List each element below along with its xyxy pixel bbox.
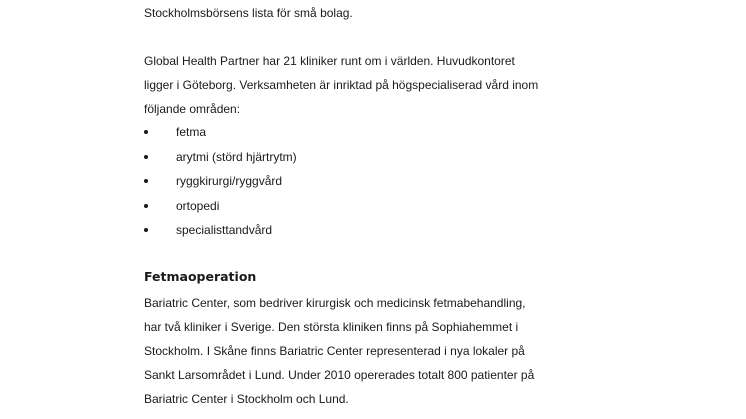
bullet-icon (144, 179, 148, 183)
bullet-icon (144, 155, 148, 159)
paragraph-line: Bariatric Center, som bedriver kirurgisk och medicinsk fetmabehandling, (144, 296, 526, 310)
list-item-label: fetma (176, 125, 207, 139)
paragraph-clinics (144, 49, 538, 121)
bullet-icon (144, 130, 148, 134)
list-item-label: arytmi (störd hjärtrytm) (176, 149, 297, 164)
paragraph-line: ligger i Göteborg. Verksamheten är inriktad på högspecialiserad vård inom (144, 78, 539, 92)
intro-line: Stockholmsbörsens lista för små bolag. (144, 6, 353, 20)
paragraph-line: Stockholm. I Skåne finns Bariatric Center representerad i nya lokaler på (144, 344, 525, 358)
paragraph-line: Bariatric Center i Stockholm och Lund. (144, 392, 349, 406)
list-item-label: ortopedi (176, 198, 220, 213)
paragraph-line: har två kliniker i Sverige. Den största kliniken finns på Sophiahemmet i (144, 320, 519, 334)
paragraph-line: följande områden: (144, 102, 241, 116)
paragraph-line: Global Health Partner har 21 kliniker runt om i världen. Huvudkontoret (144, 54, 515, 68)
list-item (144, 145, 297, 170)
section-heading: Fetmaoperation (144, 269, 257, 284)
areas-list (144, 120, 297, 243)
list-item (144, 120, 297, 145)
list-item (144, 169, 297, 194)
list-item-label: ryggkirurgi/ryggvård (176, 174, 283, 188)
paragraph-bariatric (144, 291, 534, 411)
bullet-icon (144, 228, 148, 232)
list-item (144, 218, 297, 243)
list-item (144, 194, 297, 219)
list-item-label: specialisttandvård (176, 223, 273, 237)
paragraph-line: Sankt Larsområdet i Lund. Under 2010 opererades totalt 800 patienter på (144, 368, 535, 382)
bullet-icon (144, 204, 148, 208)
